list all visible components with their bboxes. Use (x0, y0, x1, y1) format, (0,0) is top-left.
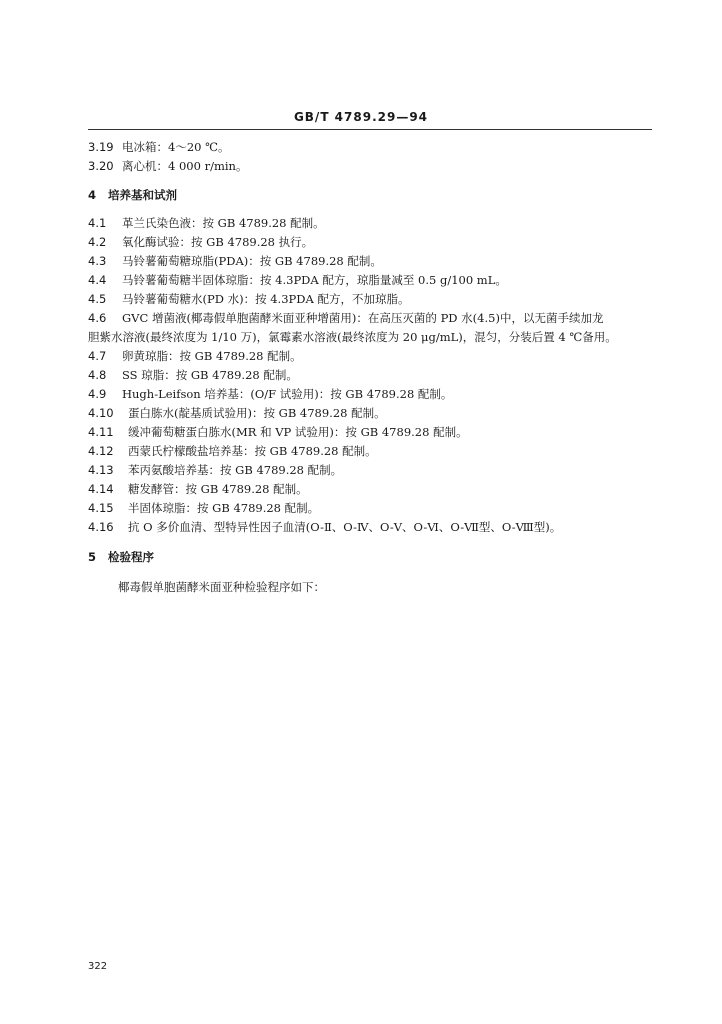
item-number: 4.14 (88, 482, 114, 496)
item-number: 4.16 (88, 520, 114, 534)
item-text: 西蒙氏柠檬酸盐培养基：按 GB 4789.28 配制。 (128, 444, 377, 458)
list-item (88, 387, 452, 402)
item-number: 3.19 (88, 140, 114, 154)
item-number: 4.10 (88, 406, 114, 420)
item-text: 半固体琼脂：按 GB 4789.28 配制。 (128, 501, 320, 515)
item-text: 卵黄琼脂：按 GB 4789.28 配制。 (122, 349, 302, 363)
list-item (88, 520, 561, 535)
item-number: 4.15 (88, 501, 114, 515)
item-text: 蛋白胨水(靛基质试验用)：按 GB 4789.28 配制。 (128, 406, 386, 420)
list-item (88, 349, 302, 364)
item-text: 氧化酶试验：按 GB 4789.28 执行。 (122, 235, 314, 249)
item-number: 4.8 (88, 368, 107, 382)
item-number: 4.7 (88, 349, 107, 363)
section-heading (88, 188, 177, 203)
item-number: 3.20 (88, 159, 114, 173)
item-number: 4.1 (88, 216, 107, 230)
item-text: SS 琼脂：按 GB 4789.28 配制。 (122, 368, 298, 382)
item-text: 糖发酵管：按 GB 4789.28 配制。 (128, 482, 308, 496)
list-item (88, 463, 342, 478)
item-text: 离心机：4 000 r/min。 (122, 159, 248, 173)
section-title: 培养基和试剂 (108, 188, 177, 202)
item-text: 马铃薯葡萄糖水(PD 水)：按 4.3PDA 配方，不加琼脂。 (122, 292, 410, 306)
item-number: 4.3 (88, 254, 107, 268)
item-text: 电冰箱：4～20 ℃。 (122, 140, 230, 154)
section-heading (88, 550, 154, 565)
item-text: GVC 增菌液(椰毒假单胞菌酵米面亚种增菌用)：在高压灭菌的 PD 水(4.5)中，以无菌手续加龙 (122, 311, 604, 325)
list-item (88, 406, 386, 421)
page-header: GB/T 4789.29—94 (293, 110, 429, 124)
list-item (88, 235, 313, 250)
list-item (88, 444, 377, 459)
list-item (88, 140, 229, 155)
item-text: Hugh-Leifson 培养基：(O/F 试验用)：按 GB 4789.28 配制。 (122, 387, 453, 401)
section-title: 检验程序 (108, 550, 154, 564)
list-item (88, 159, 247, 174)
section-number: 5 (88, 550, 97, 564)
list-item (88, 425, 468, 440)
list-item (88, 368, 298, 383)
header-rule (88, 129, 652, 130)
item-text: 苯丙氨酸培养基：按 GB 4789.28 配制。 (128, 463, 343, 477)
item-number: 4.9 (88, 387, 107, 401)
item-number: 4.12 (88, 444, 114, 458)
item-text: 马铃薯葡萄糖琼脂(PDA)：按 GB 4789.28 配制。 (122, 254, 382, 268)
item-continuation: 胆紫水溶液(最终浓度为 1/10 万)，氯霉素水溶液(最终浓度为 20 μg/mL)，混匀，分装后置 4 ℃备用。 (88, 330, 617, 344)
list-item (88, 292, 409, 307)
list-item (88, 216, 325, 231)
item-number: 4.4 (88, 273, 107, 287)
item-text: 抗 O 多价血清、型特异性因子血清(O-Ⅱ、O-Ⅳ、O-Ⅴ、O-Ⅵ、O-Ⅶ型、O-Ⅷ型)。 (128, 520, 562, 534)
list-item (88, 254, 382, 269)
list-item (88, 273, 507, 288)
list-item (88, 501, 319, 516)
list-item (88, 482, 308, 497)
section-number: 4 (88, 188, 97, 202)
item-number: 4.5 (88, 292, 107, 306)
item-number: 4.11 (88, 425, 114, 439)
item-text: 马铃薯葡萄糖半固体琼脂：按 4.3PDA 配方，琼脂量减至 0.5 g/100 mL。 (122, 273, 507, 287)
item-text: 缓冲葡萄糖蛋白胨水(MR 和 VP 试验用)：按 GB 4789.28 配制。 (128, 425, 468, 439)
item-number: 4.6 (88, 311, 107, 325)
paragraph: 椰毒假单胞菌酵米面亚种检验程序如下： (118, 580, 325, 594)
page-number: 322 (88, 961, 108, 972)
item-text: 革兰氏染色液：按 GB 4789.28 配制。 (122, 216, 325, 230)
list-item (88, 311, 603, 326)
item-number: 4.2 (88, 235, 107, 249)
item-number: 4.13 (88, 463, 114, 477)
